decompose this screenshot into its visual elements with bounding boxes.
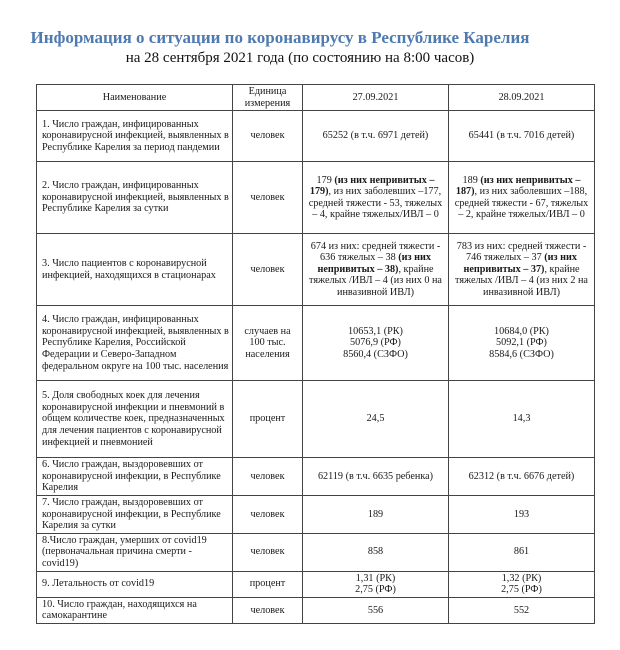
table-row — [37, 533, 595, 571]
value-text: 189 — [462, 174, 481, 186]
row-value-date-1: 65252 (в т.ч. 6971 детей) — [303, 111, 449, 162]
value-text: , крайне тяжелых /ИВЛ – 4 (из них 2 на инвазивной ИВЛ) — [455, 263, 588, 299]
row-unit: человек — [233, 111, 303, 162]
row-value-date-1: 24,5 — [303, 381, 449, 458]
row-name: 9. Летальность от covid19 — [37, 571, 233, 597]
value-line: 1,32 (РК) — [501, 572, 542, 584]
table-row — [37, 495, 595, 533]
row-value-date-2: 861 — [449, 533, 595, 571]
row-unit: человек — [233, 533, 303, 571]
row-name: 8.Число граждан, умерших от covid19 (первоначальная причина смерти - covid19) — [37, 533, 233, 571]
row-name: 7. Число граждан, выздоровевших от коронавирусной инфекции, в Республике Карелия за сутки — [37, 495, 233, 533]
row-name: 3. Число пациентов с коронавирусной инфекцией, находящихся в стационарах — [37, 234, 233, 306]
value-text: 783 из них: средней тяжести - 746 тяжелых – 37 — [456, 240, 587, 264]
row-name: 6. Число граждан, выздоровевших от коронавирусной инфекции, в Республике Карелия — [37, 458, 233, 496]
row-value-date-1 — [303, 571, 449, 597]
row-name: 10. Число граждан, находящихся на самокарантине — [37, 597, 233, 623]
row-unit: процент — [233, 381, 303, 458]
covid-stats-table — [36, 84, 595, 624]
header-date-2: 28.09.2021 — [449, 85, 595, 111]
value-line: 8584,6 (СЗФО) — [489, 348, 554, 360]
row-name: 4. Число граждан, инфицированных коронавирусной инфекцией, выявленных в Республике Карелия, Российской Федерации и Северо-Западном федеральном округе на 100 тыс. населения — [37, 306, 233, 381]
value-text: , из них заболевших –177, средней тяжести - 53, тяжелых – 4, крайне тяжелых/ИВЛ – 0 — [308, 186, 443, 221]
value-bold-text: (из них непривитых – 38) — [317, 252, 431, 275]
table-header-row — [37, 85, 595, 111]
table-row — [37, 306, 595, 381]
document-title: Информация о ситуации по коронавирусу в Республике Карелия — [30, 28, 530, 47]
row-value-date-2: 14,3 — [449, 381, 595, 458]
value-text: , из них заболевших –188, средней тяжести - 67, тяжелых – 2, крайне тяжелых/ИВЛ – 0 — [454, 186, 589, 221]
table-row — [37, 111, 595, 162]
row-value-date-2: 62312 (в т.ч. 6676 детей) — [449, 458, 595, 496]
value-bold-text: (из них непривитых – 179) — [309, 174, 435, 198]
row-value-date-2 — [449, 234, 595, 306]
table-row — [37, 234, 595, 306]
row-value-date-2: 65441 (в т.ч. 7016 детей) — [449, 111, 595, 162]
row-value-date-1: 556 — [303, 597, 449, 623]
row-value-date-2 — [449, 571, 595, 597]
value-text: , крайне тяжелых /ИВЛ – 4 (из них 0 на инвазивной ИВЛ) — [309, 263, 442, 299]
row-unit: человек — [233, 234, 303, 306]
table-row — [37, 162, 595, 234]
row-value-date-1: 189 — [303, 495, 449, 533]
row-name: 5. Доля свободных коек для лечения коронавирусной инфекции и пневмоний в общем количестве коек, предназначенных для лечения пациентов с коронавирусной инфекцией и пневмонией — [37, 381, 233, 458]
row-value-date-1 — [303, 234, 449, 306]
value-line: 5092,1 (РФ) — [496, 337, 547, 349]
header-name: Наименование — [37, 85, 233, 111]
value-text: 179 — [316, 174, 335, 186]
row-value-date-1: 858 — [303, 533, 449, 571]
row-unit: человек — [233, 162, 303, 234]
document-subtitle: на 28 сентября 2021 года (по состоянию на 8:00 часов) — [125, 50, 475, 66]
value-line: 5076,9 (РФ) — [350, 337, 401, 349]
value-line: 2,75 (РФ) — [355, 584, 396, 596]
row-value-date-2: 552 — [449, 597, 595, 623]
row-name: 2. Число граждан, инфицированных коронавирусной инфекцией, выявленных в Республике Карелия за сутки — [37, 162, 233, 234]
row-unit: человек — [233, 458, 303, 496]
value-bold-text: (из них непривитых – 37) — [463, 252, 577, 275]
value-line: 10653,1 (РК) — [348, 325, 403, 337]
row-value-date-1: 62119 (в т.ч. 6635 ребенка) — [303, 458, 449, 496]
row-unit: процент — [233, 571, 303, 597]
value-line: 1,31 (РК) — [355, 572, 396, 584]
table-row — [37, 381, 595, 458]
table-row — [37, 458, 595, 496]
row-value-date-1 — [303, 162, 449, 234]
header-unit: Единица измерения — [233, 85, 303, 111]
row-value-date-2: 193 — [449, 495, 595, 533]
row-value-date-2 — [449, 162, 595, 234]
row-unit: человек — [233, 597, 303, 623]
value-text: 674 из них: средней тяжести - 636 тяжелых – 38 — [310, 240, 441, 264]
value-bold-text: (из них непривитых – 187) — [455, 174, 581, 198]
row-value-date-2 — [449, 306, 595, 381]
row-name: 1. Число граждан, инфицированных коронавирусной инфекцией, выявленных в Республике Карелия за период пандемии — [37, 111, 233, 162]
table-row — [37, 597, 595, 623]
header-date-1: 27.09.2021 — [303, 85, 449, 111]
value-line: 10684,0 (РК) — [494, 325, 549, 337]
value-line: 2,75 (РФ) — [501, 584, 542, 596]
value-line: 8560,4 (СЗФО) — [343, 348, 408, 360]
table-row — [37, 571, 595, 597]
row-unit: случаев на 100 тыс. населения — [233, 306, 303, 381]
row-value-date-1 — [303, 306, 449, 381]
row-unit: человек — [233, 495, 303, 533]
